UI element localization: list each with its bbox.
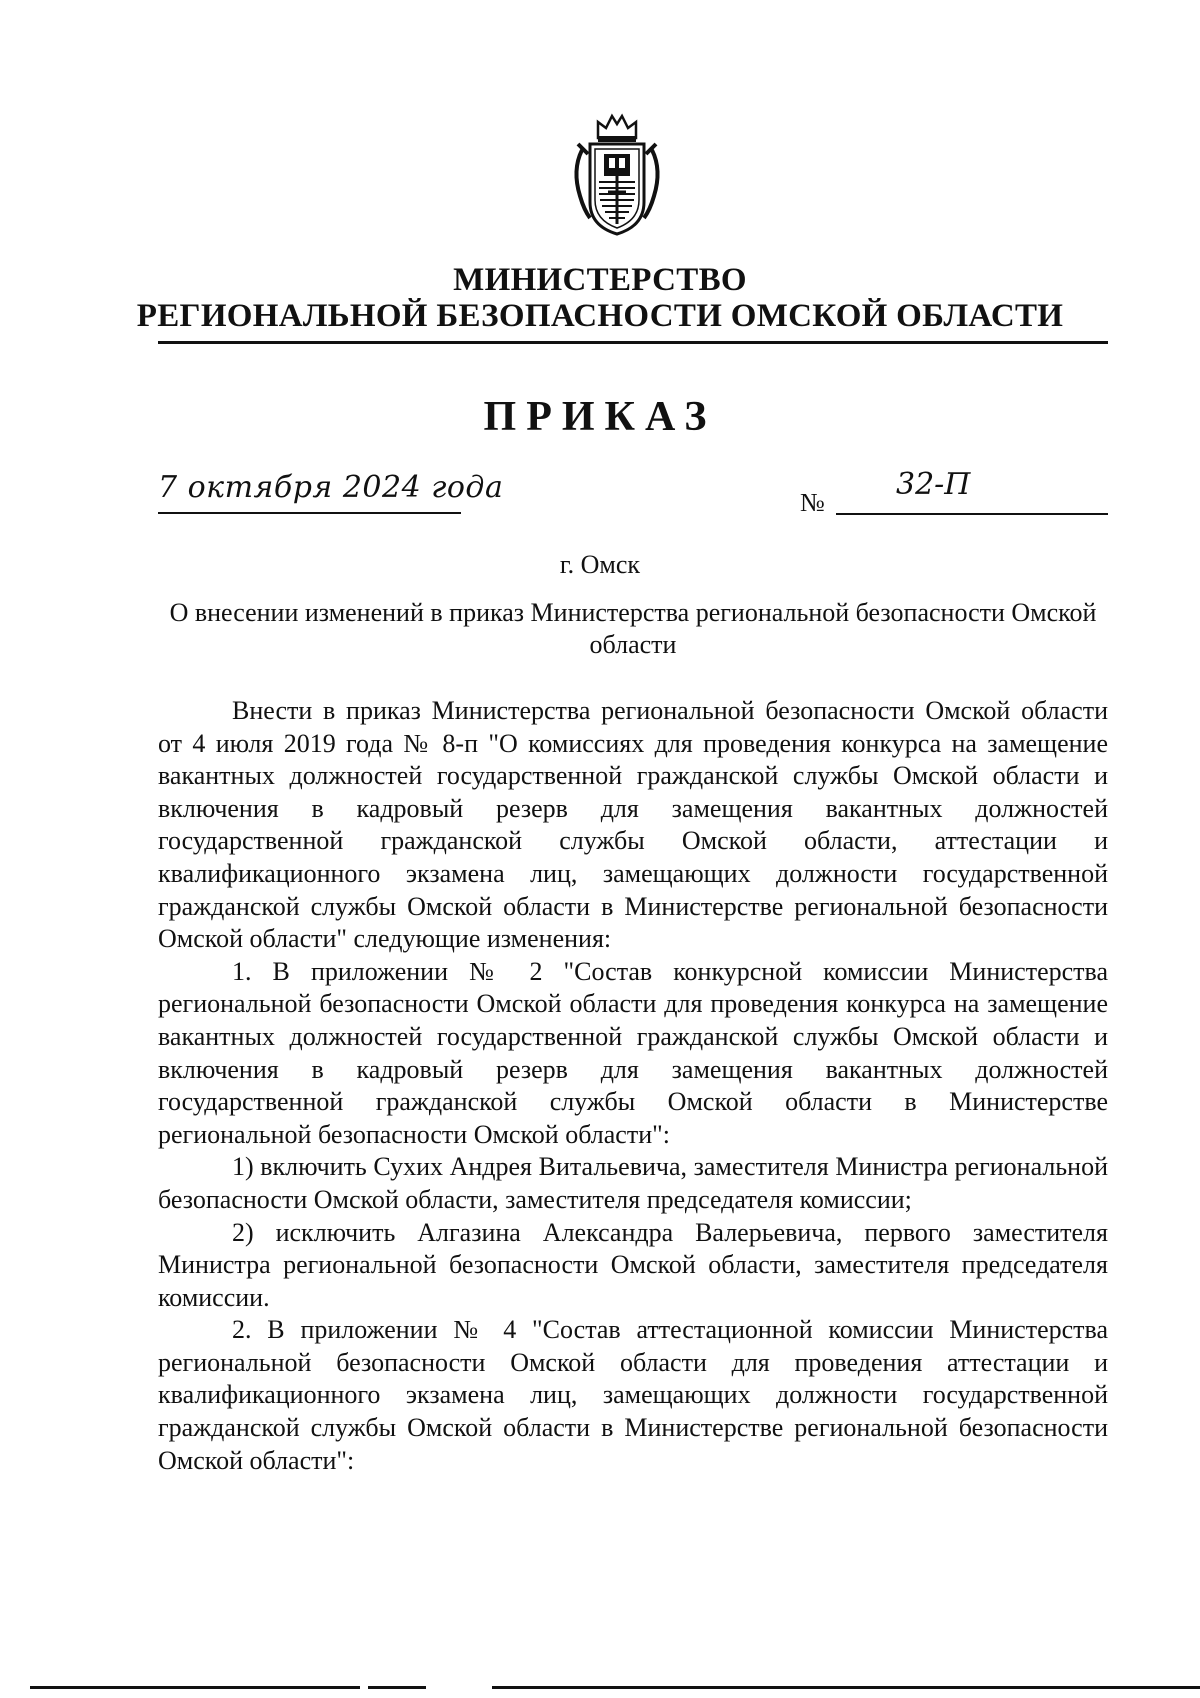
omsk-coat-of-arms-icon: [568, 110, 666, 240]
date-underline: [158, 512, 461, 514]
number-underline: [836, 513, 1108, 515]
body-paragraph: Внести в приказ Министерства региональной безопасности Омской области от 4 июля 2019 года № 8-п "О комиссиях для проведения конкурса на замещение вакантных должностей государственной гражданской службы Омской области и включения в кадровый резерв для замещения вакантных должностей государственной гражданской службы Омской области, аттестации и квалификационного экзамена лиц, замещающих должности государственной гражданской службы Омской области в Министерстве региональной безопасности Омской области" следующие изменения:: [158, 696, 1108, 954]
number-label: №: [800, 488, 825, 517]
document-body: [158, 695, 1108, 1477]
document-subject: О внесении изменений в приказ Министерства региональной безопасности Омской области: [169, 598, 1097, 659]
body-paragraph: 2. В приложении № 4 "Состав аттестационной комиссии Министерства региональной безопасности Омской области для проведения аттестации и квалификационного экзамена лиц, замещающих должности государственной гражданской службы Омской области в Министерстве региональной безопасности Омской области":: [158, 1315, 1108, 1475]
body-paragraph: 2) исключить Алгазина Александра Валерьевича, первого заместителя Министра региональной безопасности Омской области, заместителя председателя комиссии.: [158, 1217, 1108, 1312]
ministry-title-line1: МИНИСТЕРСТВО: [453, 262, 747, 298]
footer-rule: [492, 1686, 1200, 1689]
document-date: 7 октября 2024 года: [158, 470, 504, 505]
ministry-title-line2: РЕГИОНАЛЬНОЙ БЕЗОПАСНОСТИ ОМСКОЙ ОБЛАСТИ: [136, 298, 1064, 334]
document-type: ПРИКАЗ: [483, 394, 717, 440]
footer-rule: [30, 1686, 360, 1689]
header-divider: [158, 341, 1108, 344]
document-number: 32-П: [896, 467, 971, 502]
document-city: г. Омск: [559, 550, 641, 579]
body-paragraph: 1. В приложении № 2 "Состав конкурсной комиссии Министерства региональной безопасности Омской области для проведения конкурса на замещение вакантных должностей государственной гражданской службы Омской области и включения в кадровый резерв для замещения вакантных должностей государственной гражданской службы Омской области в Министерстве региональной безопасности Омской области":: [158, 956, 1108, 1149]
body-paragraph: 1) включить Сухих Андрея Витальевича, заместителя Министра региональной безопасности Омской области, заместителя председателя комиссии;: [158, 1152, 1108, 1214]
footer-rule: [368, 1686, 426, 1689]
